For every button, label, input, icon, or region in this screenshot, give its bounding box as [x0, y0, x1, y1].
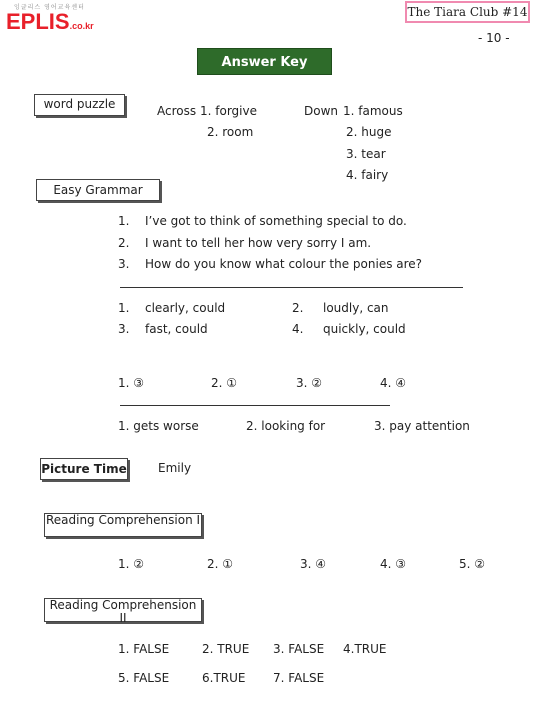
grammar-phrase: 3. pay attention: [374, 419, 470, 433]
grammar-num: 3.: [118, 322, 130, 336]
answer-key-title: Answer Key: [197, 48, 332, 75]
grammar-choice: 1. ③: [118, 376, 145, 390]
grammar-phrase: 2. looking for: [246, 419, 326, 433]
logo-text: EPLIS: [6, 9, 70, 34]
divider: [120, 287, 463, 288]
grammar-num: 3.: [118, 257, 130, 271]
grammar-num: 1.: [118, 214, 130, 228]
logo-domain: .co.kr: [69, 21, 94, 31]
grammar-answer: loudly, can: [323, 301, 389, 315]
across-label: Across: [157, 104, 197, 118]
down-label: Down: [304, 104, 339, 118]
grammar-choice: 3. ②: [296, 376, 323, 390]
reading-comprehension-1-label: Reading Comprehension I: [44, 513, 202, 537]
picture-time-label: Picture Time: [40, 458, 128, 480]
grammar-sentence: How do you know what colour the ponies are?: [145, 257, 423, 271]
down-item: 4. fairy: [346, 168, 389, 182]
grammar-sentence: I’ve got to think of something special to do.: [145, 214, 407, 228]
reading1-answer: 5. ②: [459, 557, 486, 571]
eplis-logo: [6, 9, 94, 35]
grammar-answer: fast, could: [145, 322, 208, 336]
reading2-answer: 7. FALSE: [273, 671, 325, 685]
grammar-num: 2.: [118, 236, 130, 250]
down-item: 3. tear: [346, 147, 386, 161]
reading2-answer: 4.TRUE: [343, 642, 387, 656]
grammar-num: 2.: [292, 301, 304, 315]
down-item: 1. famous: [343, 104, 403, 118]
grammar-answer: clearly, could: [145, 301, 226, 315]
reading2-answer: 3. FALSE: [273, 642, 325, 656]
reading2-answer: 1. FALSE: [118, 642, 170, 656]
page-number: - 10 -: [478, 31, 510, 45]
reading2-answer: 5. FALSE: [118, 671, 170, 685]
across-item: 1. forgive: [200, 104, 257, 118]
grammar-answer: quickly, could: [323, 322, 406, 336]
across-item: 2. room: [207, 125, 254, 139]
book-title-badge: The Tiara Club #14: [405, 1, 530, 23]
grammar-num: 4.: [292, 322, 304, 336]
grammar-num: 1.: [118, 301, 130, 315]
reading1-answer: 1. ②: [118, 557, 145, 571]
grammar-sentence: I want to tell her how very sorry I am.: [145, 236, 372, 250]
divider: [120, 405, 390, 406]
picture-time-answer: Emily: [158, 461, 192, 475]
reading1-answer: 2. ①: [207, 557, 234, 571]
reading2-answer: 6.TRUE: [202, 671, 246, 685]
reading1-answer: 4. ③: [380, 557, 407, 571]
easy-grammar-label: Easy Grammar: [36, 179, 160, 201]
word-puzzle-label: word puzzle: [34, 94, 125, 116]
grammar-phrase: 1. gets worse: [118, 419, 199, 433]
down-item: 2. huge: [346, 125, 392, 139]
grammar-choice: 4. ④: [380, 376, 407, 390]
reading1-answer: 3. ④: [300, 557, 327, 571]
reading2-answer: 2. TRUE: [202, 642, 250, 656]
reading-comprehension-2-label: Reading Comprehension II: [44, 598, 202, 622]
logo-subtitle: 잉글리스 영어교육센터: [14, 4, 85, 11]
grammar-choice: 2. ①: [211, 376, 238, 390]
